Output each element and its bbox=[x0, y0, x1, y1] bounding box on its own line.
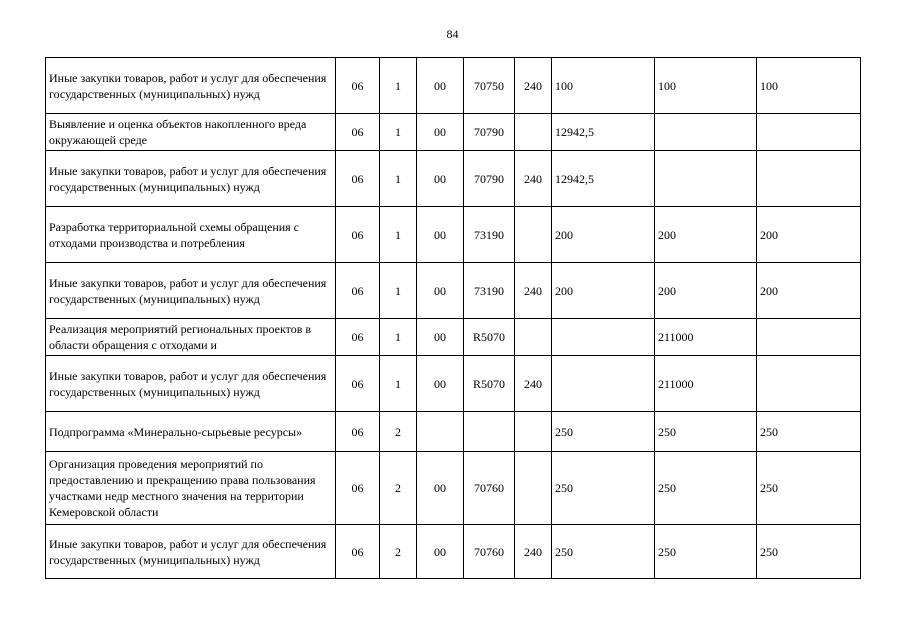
expense-type-code bbox=[515, 319, 552, 356]
amount-2: 100 bbox=[655, 58, 757, 114]
subsection-code: 1 bbox=[380, 207, 417, 263]
program-code: 00 bbox=[417, 207, 464, 263]
amount-1: 12942,5 bbox=[552, 151, 655, 207]
section-code: 06 bbox=[336, 151, 380, 207]
amount-1: 250 bbox=[552, 412, 655, 452]
section-code: 06 bbox=[336, 452, 380, 525]
section-code: 06 bbox=[336, 58, 380, 114]
amount-3: 250 bbox=[757, 525, 861, 579]
subsection-code: 1 bbox=[380, 356, 417, 412]
amount-2: 250 bbox=[655, 452, 757, 525]
section-code: 06 bbox=[336, 319, 380, 356]
amount-2 bbox=[655, 151, 757, 207]
expense-type-code bbox=[515, 452, 552, 525]
amount-2 bbox=[655, 114, 757, 151]
table-row bbox=[46, 412, 861, 452]
subsection-code: 1 bbox=[380, 319, 417, 356]
expense-type-code: 240 bbox=[515, 263, 552, 319]
subsection-code: 2 bbox=[380, 412, 417, 452]
direction-code: 73190 bbox=[464, 207, 515, 263]
amount-1: 200 bbox=[552, 207, 655, 263]
amount-1: 100 bbox=[552, 58, 655, 114]
amount-3: 200 bbox=[757, 207, 861, 263]
program-code: 00 bbox=[417, 452, 464, 525]
program-code: 00 bbox=[417, 114, 464, 151]
amount-2: 250 bbox=[655, 525, 757, 579]
table-row bbox=[46, 114, 861, 151]
amount-3 bbox=[757, 356, 861, 412]
program-code bbox=[417, 412, 464, 452]
table-row bbox=[46, 263, 861, 319]
direction-code: 70790 bbox=[464, 114, 515, 151]
table-row bbox=[46, 452, 861, 525]
amount-3: 100 bbox=[757, 58, 861, 114]
amount-1: 250 bbox=[552, 525, 655, 579]
amount-2: 211000 bbox=[655, 356, 757, 412]
direction-code: R5070 bbox=[464, 356, 515, 412]
expense-type-code: 240 bbox=[515, 356, 552, 412]
amount-2: 250 bbox=[655, 412, 757, 452]
subsection-code: 2 bbox=[380, 452, 417, 525]
subsection-code: 1 bbox=[380, 263, 417, 319]
section-code: 06 bbox=[336, 207, 380, 263]
row-name: Организация проведения мероприятий по предоставлению и прекращению права пользования участками недр местного значения на территории Кемеровской области bbox=[46, 452, 336, 525]
direction-code bbox=[464, 412, 515, 452]
table-row bbox=[46, 58, 861, 114]
amount-3 bbox=[757, 151, 861, 207]
direction-code: 70760 bbox=[464, 452, 515, 525]
expense-type-code bbox=[515, 207, 552, 263]
amount-3: 200 bbox=[757, 263, 861, 319]
row-name: Иные закупки товаров, работ и услуг для обеспечения государственных (муниципальных) нужд bbox=[46, 151, 336, 207]
program-code: 00 bbox=[417, 151, 464, 207]
expense-type-code: 240 bbox=[515, 151, 552, 207]
amount-1 bbox=[552, 356, 655, 412]
row-name: Подпрограмма «Минерально-сырьевые ресурсы» bbox=[46, 412, 336, 452]
table-row bbox=[46, 319, 861, 356]
budget-table bbox=[45, 57, 861, 579]
amount-1: 200 bbox=[552, 263, 655, 319]
table-row bbox=[46, 151, 861, 207]
row-name: Иные закупки товаров, работ и услуг для обеспечения государственных (муниципальных) нужд bbox=[46, 525, 336, 579]
subsection-code: 1 bbox=[380, 151, 417, 207]
expense-type-code: 240 bbox=[515, 58, 552, 114]
row-name: Реализация мероприятий региональных проектов в области обращения с отходами и bbox=[46, 319, 336, 356]
amount-3 bbox=[757, 319, 861, 356]
section-code: 06 bbox=[336, 412, 380, 452]
program-code: 00 bbox=[417, 58, 464, 114]
expense-type-code bbox=[515, 114, 552, 151]
direction-code: 70750 bbox=[464, 58, 515, 114]
subsection-code: 1 bbox=[380, 58, 417, 114]
amount-3: 250 bbox=[757, 412, 861, 452]
amount-1 bbox=[552, 319, 655, 356]
amount-2: 200 bbox=[655, 207, 757, 263]
section-code: 06 bbox=[336, 525, 380, 579]
row-name: Иные закупки товаров, работ и услуг для обеспечения государственных (муниципальных) нужд bbox=[46, 263, 336, 319]
program-code: 00 bbox=[417, 525, 464, 579]
table-row bbox=[46, 207, 861, 263]
program-code: 00 bbox=[417, 319, 464, 356]
amount-3: 250 bbox=[757, 452, 861, 525]
amount-2: 211000 bbox=[655, 319, 757, 356]
amount-1: 250 bbox=[552, 452, 655, 525]
direction-code: 70790 bbox=[464, 151, 515, 207]
section-code: 06 bbox=[336, 263, 380, 319]
program-code: 00 bbox=[417, 356, 464, 412]
row-name: Выявление и оценка объектов накопленного вреда окружающей среде bbox=[46, 114, 336, 151]
section-code: 06 bbox=[336, 114, 380, 151]
direction-code: R5070 bbox=[464, 319, 515, 356]
table-row bbox=[46, 356, 861, 412]
program-code: 00 bbox=[417, 263, 464, 319]
direction-code: 73190 bbox=[464, 263, 515, 319]
subsection-code: 1 bbox=[380, 114, 417, 151]
table-row bbox=[46, 525, 861, 579]
amount-1: 12942,5 bbox=[552, 114, 655, 151]
page-number: 84 bbox=[446, 27, 459, 41]
row-name: Разработка территориальной схемы обращения с отходами производства и потребления bbox=[46, 207, 336, 263]
expense-type-code bbox=[515, 412, 552, 452]
row-name: Иные закупки товаров, работ и услуг для обеспечения государственных (муниципальных) нужд bbox=[46, 58, 336, 114]
expense-type-code: 240 bbox=[515, 525, 552, 579]
amount-3 bbox=[757, 114, 861, 151]
amount-2: 200 bbox=[655, 263, 757, 319]
section-code: 06 bbox=[336, 356, 380, 412]
subsection-code: 2 bbox=[380, 525, 417, 579]
direction-code: 70760 bbox=[464, 525, 515, 579]
row-name: Иные закупки товаров, работ и услуг для обеспечения государственных (муниципальных) нужд bbox=[46, 356, 336, 412]
